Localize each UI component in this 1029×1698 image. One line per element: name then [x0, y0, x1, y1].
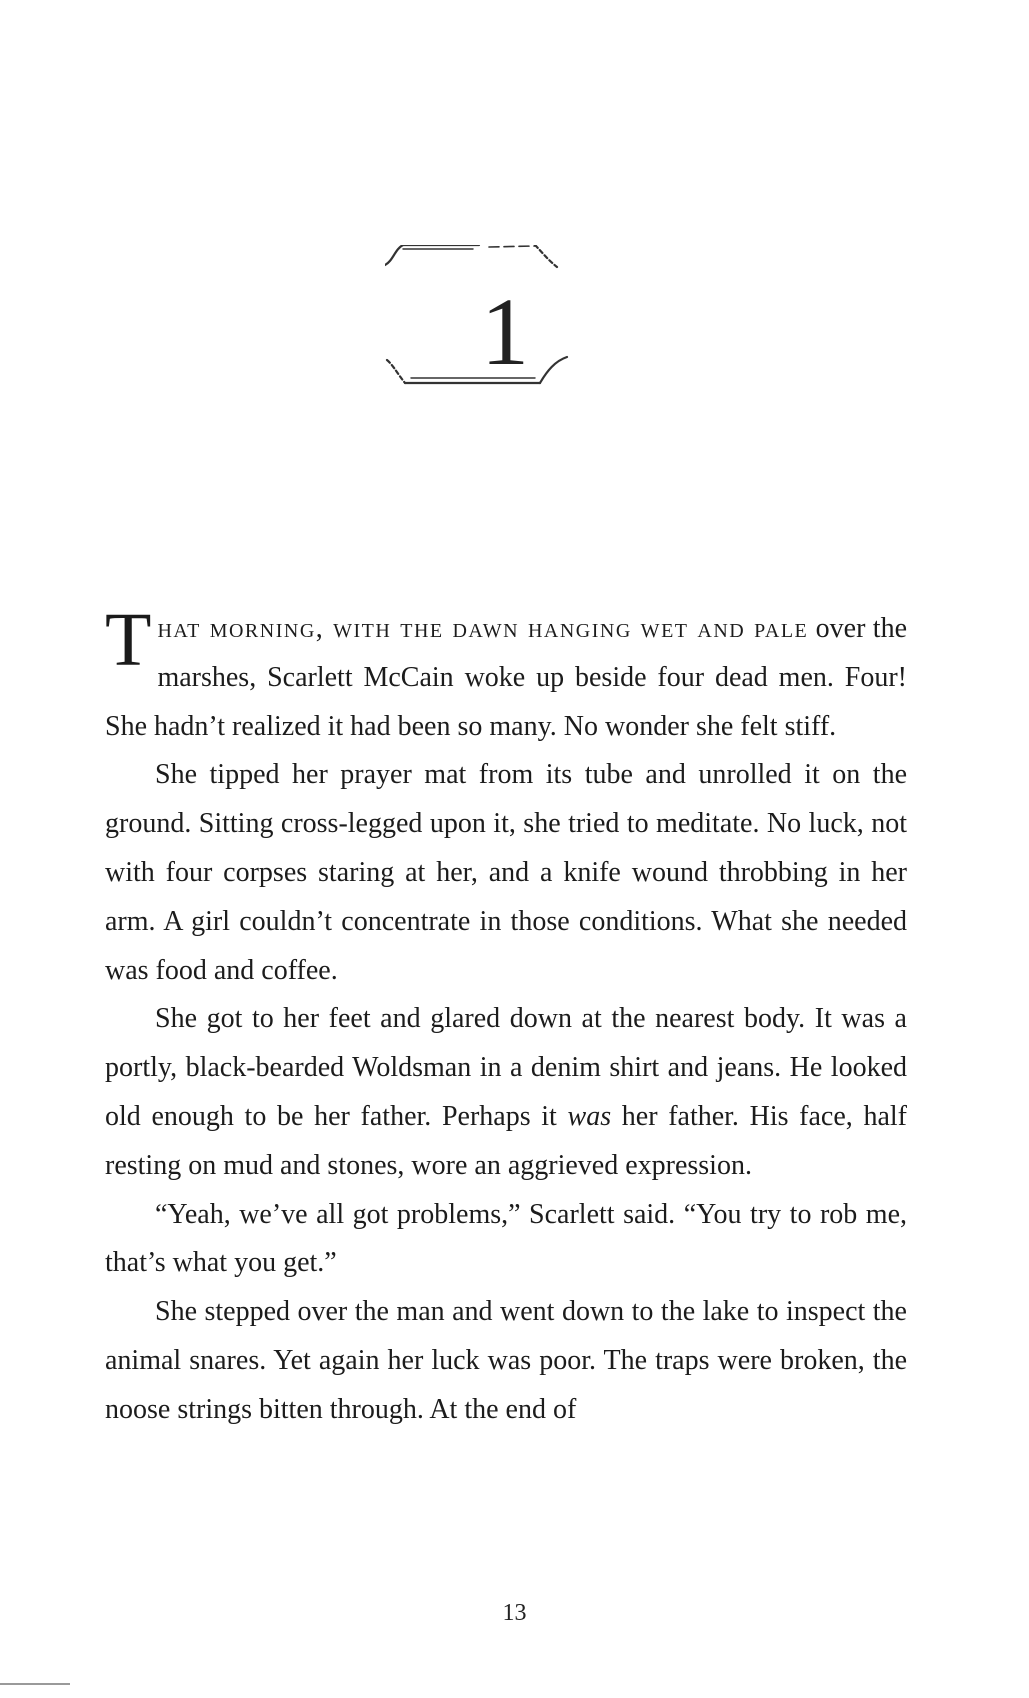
scan-edge-mark	[0, 1683, 70, 1685]
paragraph-2: She tipped her prayer mat from its tube and unrolled it on the ground. Sitting cross-legged upon it, she tried to meditate. No luck, not with four corpses staring at her, and a knife wound throbbing in her arm. A girl couldn’t concentrate in those conditions. What she needed was food and coffee.	[105, 759, 907, 986]
paragraph-1-text: over the marshes, Scarlett McCain woke up beside four dead men. Four! She hadn’t realized it had been so many. No wonder she felt stiff.	[105, 613, 907, 742]
paragraph-4: “Yeah, we’ve all got problems,” Scarlett said. “You try to rob me, that’s what you get.”	[105, 1198, 907, 1279]
ornament-top-right-curl	[535, 245, 557, 267]
opening-smallcaps: hat morning, with the dawn hanging wet and pale	[157, 613, 809, 644]
ornament-top-line-3	[489, 246, 535, 247]
ornament-top-left-curl	[385, 245, 403, 265]
paragraph-5: She stepped over the man and went down to the lake to inspect the animal snares. Yet again her luck was poor. The traps were broken, the noose strings bitten through. At the end of	[105, 1296, 907, 1425]
paragraph-1	[105, 598, 907, 751]
body-text	[105, 598, 907, 1435]
paragraph-3	[105, 995, 907, 1190]
paragraph-3-text-b: her father. His face, half resting on mud and stones, wore an aggrieved expression.	[105, 1100, 907, 1181]
drop-cap: T	[105, 598, 152, 682]
paragraph-3-text-a: She got to her feet and glared down at the nearest body. It was a portly, black-bearded Woldsman in a denim shirt and jeans. He looked old enough to be her father. Perhaps it	[105, 1003, 907, 1132]
emphasis-was: was	[567, 1100, 612, 1132]
chapter-number: 1	[481, 278, 529, 385]
page-number: 13	[502, 1600, 527, 1626]
